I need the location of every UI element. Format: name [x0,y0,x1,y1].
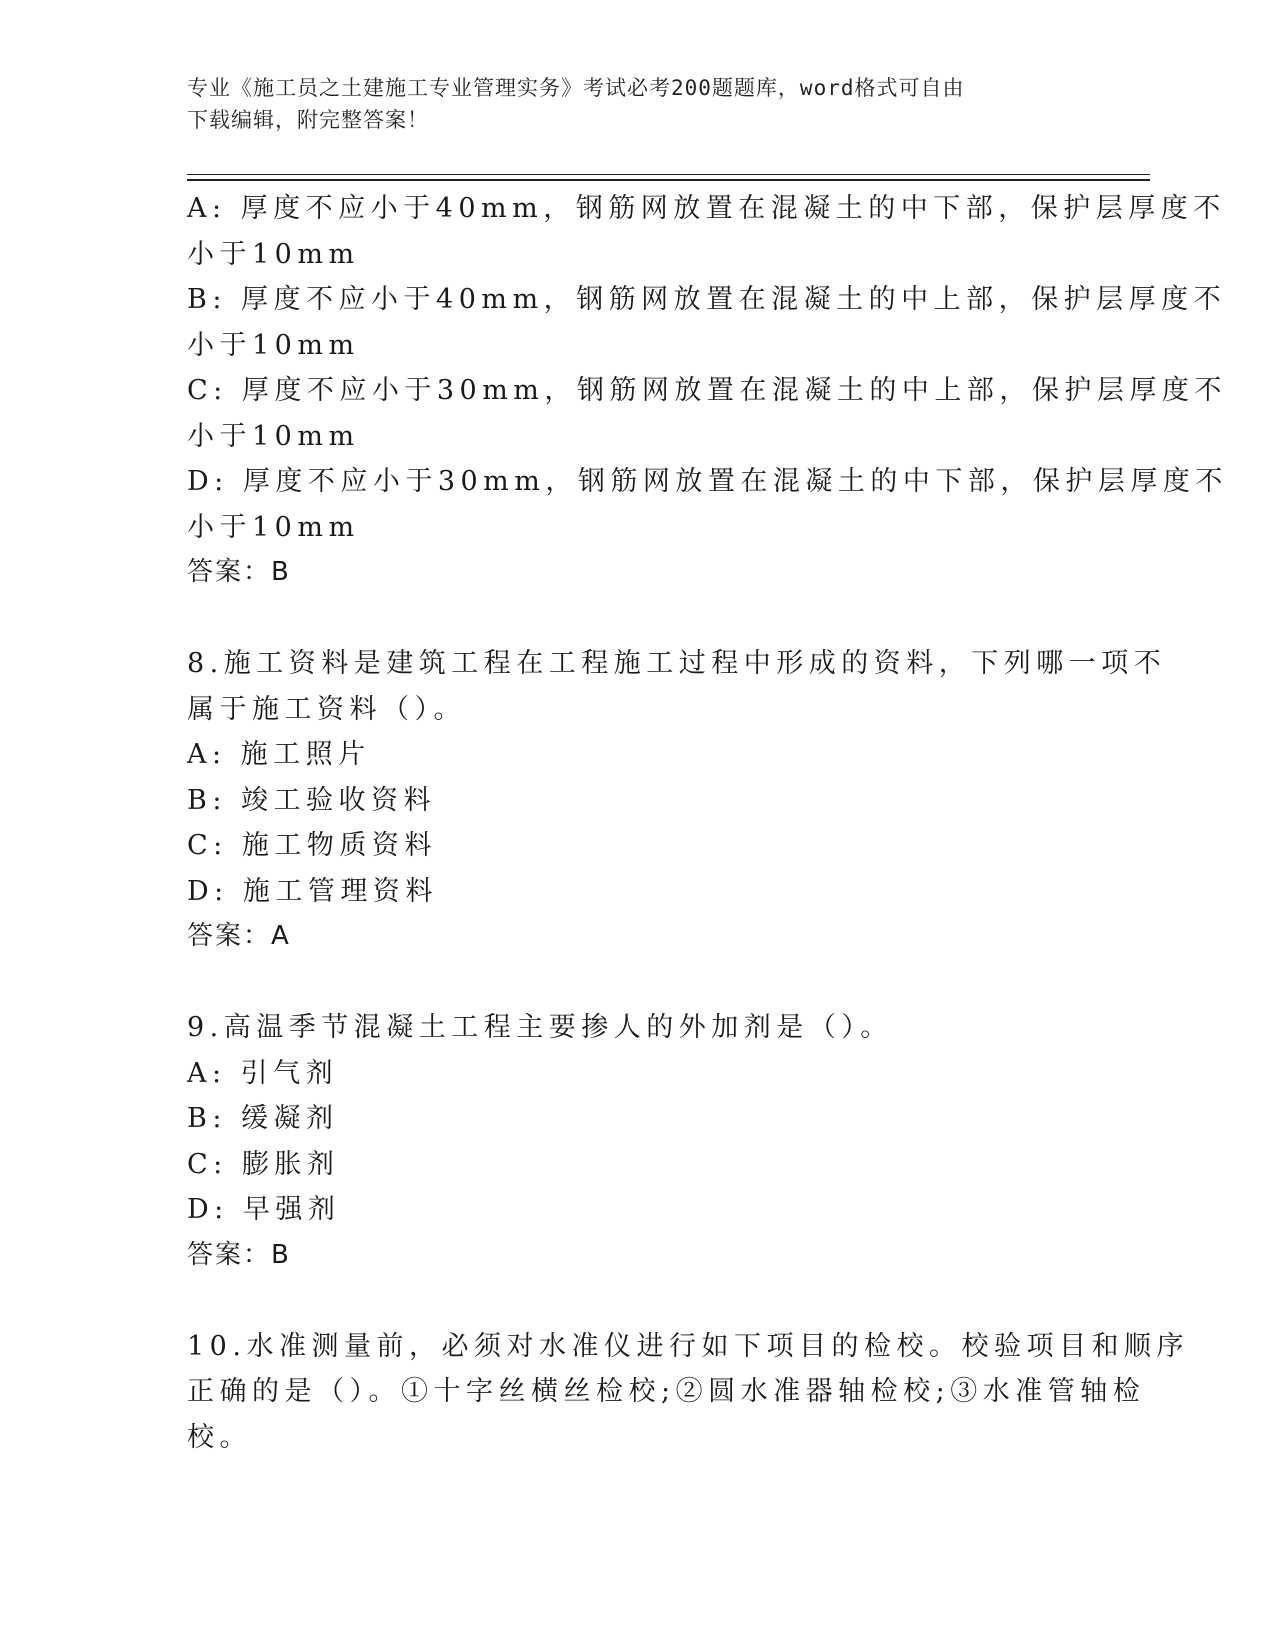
q7-option-d-line-1: D: 厚度不应小于30mm，钢筋网放置在混凝土的中下部，保护层厚度不 [187,466,1228,497]
q7-option-c-line-1: C: 厚度不应小于30mm，钢筋网放置在混凝土的中上部，保护层厚度不 [187,375,1227,406]
question-8 [187,641,1167,960]
question-9 [187,1005,1087,1278]
document-body [187,186,1228,1460]
q8-stem-line-2: 属于施工资料（）。 [187,693,466,725]
header-line-1: 专业《施工员之土建施工专业管理实务》考试必考200题题库，word格式可自由 [187,76,965,100]
q8-option-d: D: 施工管理资料 [187,875,438,907]
question-7 [187,186,1228,596]
document-header [187,72,1087,136]
spacer [187,960,1087,1006]
header-divider-thin [187,174,1150,175]
q10-stem-line-1: 10.水准测量前，必须对水准仪进行如下项目的检校。校验项目和顺序 [187,1330,1189,1362]
q7-option-b-line-2: 小于10mm [187,329,360,361]
q7-answer: 答案：B [187,557,291,587]
q9-option-d: D: 早强剂 [187,1194,341,1225]
spacer [187,596,1087,642]
q9-option-c: C: 膨胀剂 [187,1148,340,1180]
q8-option-b: B: 竣工验收资料 [187,784,437,816]
q8-option-a: A: 施工照片 [187,739,371,770]
header-divider-thick [187,179,1150,181]
q9-option-b: B: 缓凝剂 [187,1103,339,1134]
q8-option-c: C: 施工物质资料 [187,830,437,861]
question-10 [187,1324,1189,1461]
header-line-2: 下载编辑，附完整答案！ [187,108,429,132]
q9-answer: 答案：B [187,1239,291,1270]
q8-stem-line-1: 8.施工资料是建筑工程在工程施工过程中形成的资料，下列哪一项不 [187,648,1167,679]
spacer [187,1278,1087,1324]
q9-stem-line-1: 9.高温季节混凝土工程主要掺人的外加剂是（）。 [187,1012,893,1043]
q7-option-d-line-2: 小于10mm [187,511,360,543]
q10-stem-line-3: 校。 [187,1421,252,1453]
q7-option-a-line-2: 小于10mm [187,238,360,270]
q7-option-a-line-1: A: 厚度不应小于40mm，钢筋网放置在混凝土的中下部，保护层厚度不 [187,193,1226,224]
q9-option-a: A: 引气剂 [187,1057,339,1089]
q7-option-b-line-1: B: 厚度不应小于40mm，钢筋网放置在混凝土的中上部，保护层厚度不 [187,284,1227,315]
q7-option-c-line-2: 小于10mm [187,420,360,452]
q10-stem-line-2: 正确的是（）。①十字丝横丝检校;②圆水准器轴检校;③水准管轴检 [187,1376,1146,1407]
q8-answer: 答案：A [187,921,291,951]
